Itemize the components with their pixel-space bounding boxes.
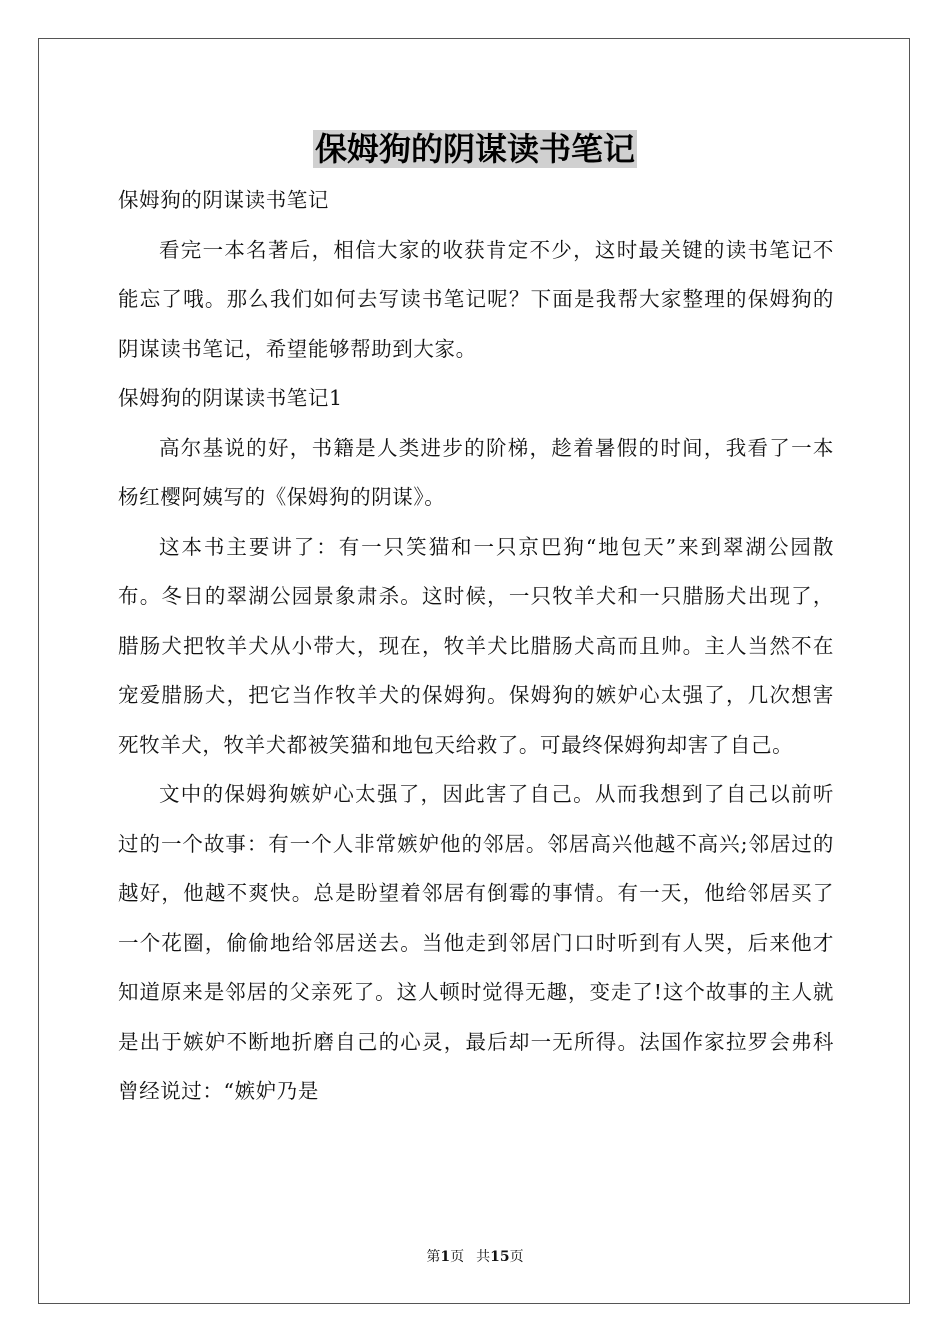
document-body (118, 176, 834, 1117)
body-paragraph-2: 这本书主要讲了：有一只笑猫和一只京巴狗“地包天”来到翠湖公园散布。冬日的翠湖公园景象肃杀。这时候，一只牧羊犬和一只腊肠犬出现了，腊肠犬把牧羊犬从小带大，现在，牧羊犬比腊肠犬高而且帅。主人当然不在宠爱腊肠犬，把它当作牧羊犬的保姆狗。保姆狗的嫉妒心太强了，几次想害死牧羊犬，牧羊犬都被笑猫和地包天给救了。可最终保姆狗却害了自己。 (118, 534, 834, 757)
total-prefix: 共 (476, 1249, 491, 1265)
page-prefix: 第 (426, 1249, 441, 1265)
total-pages: 15 (490, 1249, 510, 1265)
page-suffix: 页 (450, 1249, 465, 1265)
document-subtitle: 保姆狗的阴谋读书笔记 (118, 188, 329, 212)
intro-paragraph: 看完一本名著后，相信大家的收获肯定不少，这时最关键的读书笔记不能忘了哦。那么我们如何去写读书笔记呢？下面是我帮大家整理的保姆狗的阴谋读书笔记，希望能够帮助到大家。 (118, 237, 834, 361)
page-footer (0, 1246, 950, 1266)
page-number: 1 (440, 1249, 451, 1265)
total-suffix: 页 (509, 1249, 524, 1265)
section-heading: 保姆狗的阴谋读书笔记1 (118, 386, 343, 410)
document-title (0, 126, 950, 172)
body-paragraph-1: 高尔基说的好，书籍是人类进步的阶梯，趁着暑假的时间，我看了一本杨红樱阿姨写的《保姆狗的阴谋》。 (118, 435, 834, 509)
document-title-text: 保姆狗的阴谋读书笔记 (314, 130, 635, 168)
body-paragraph-3: 文中的保姆狗嫉妒心太强了，因此害了自己。从而我想到了自己以前听过的一个故事：有一个人非常嫉妒他的邻居。邻居高兴他越不高兴;邻居过的越好，他越不爽快。总是盼望着邻居有倒霉的事情。有一天，他给邻居买了一个花圈，偷偷地给邻居送去。当他走到邻居门口时听到有人哭，后来他才知道原来是邻居的父亲死了。这人顿时觉得无趣，变走了!这个故事的主人就是出于嫉妒不断地折磨自己的心灵，最后却一无所得。法国作家拉罗会弗科曾经说过：“嫉妒乃是 (118, 782, 834, 1103)
